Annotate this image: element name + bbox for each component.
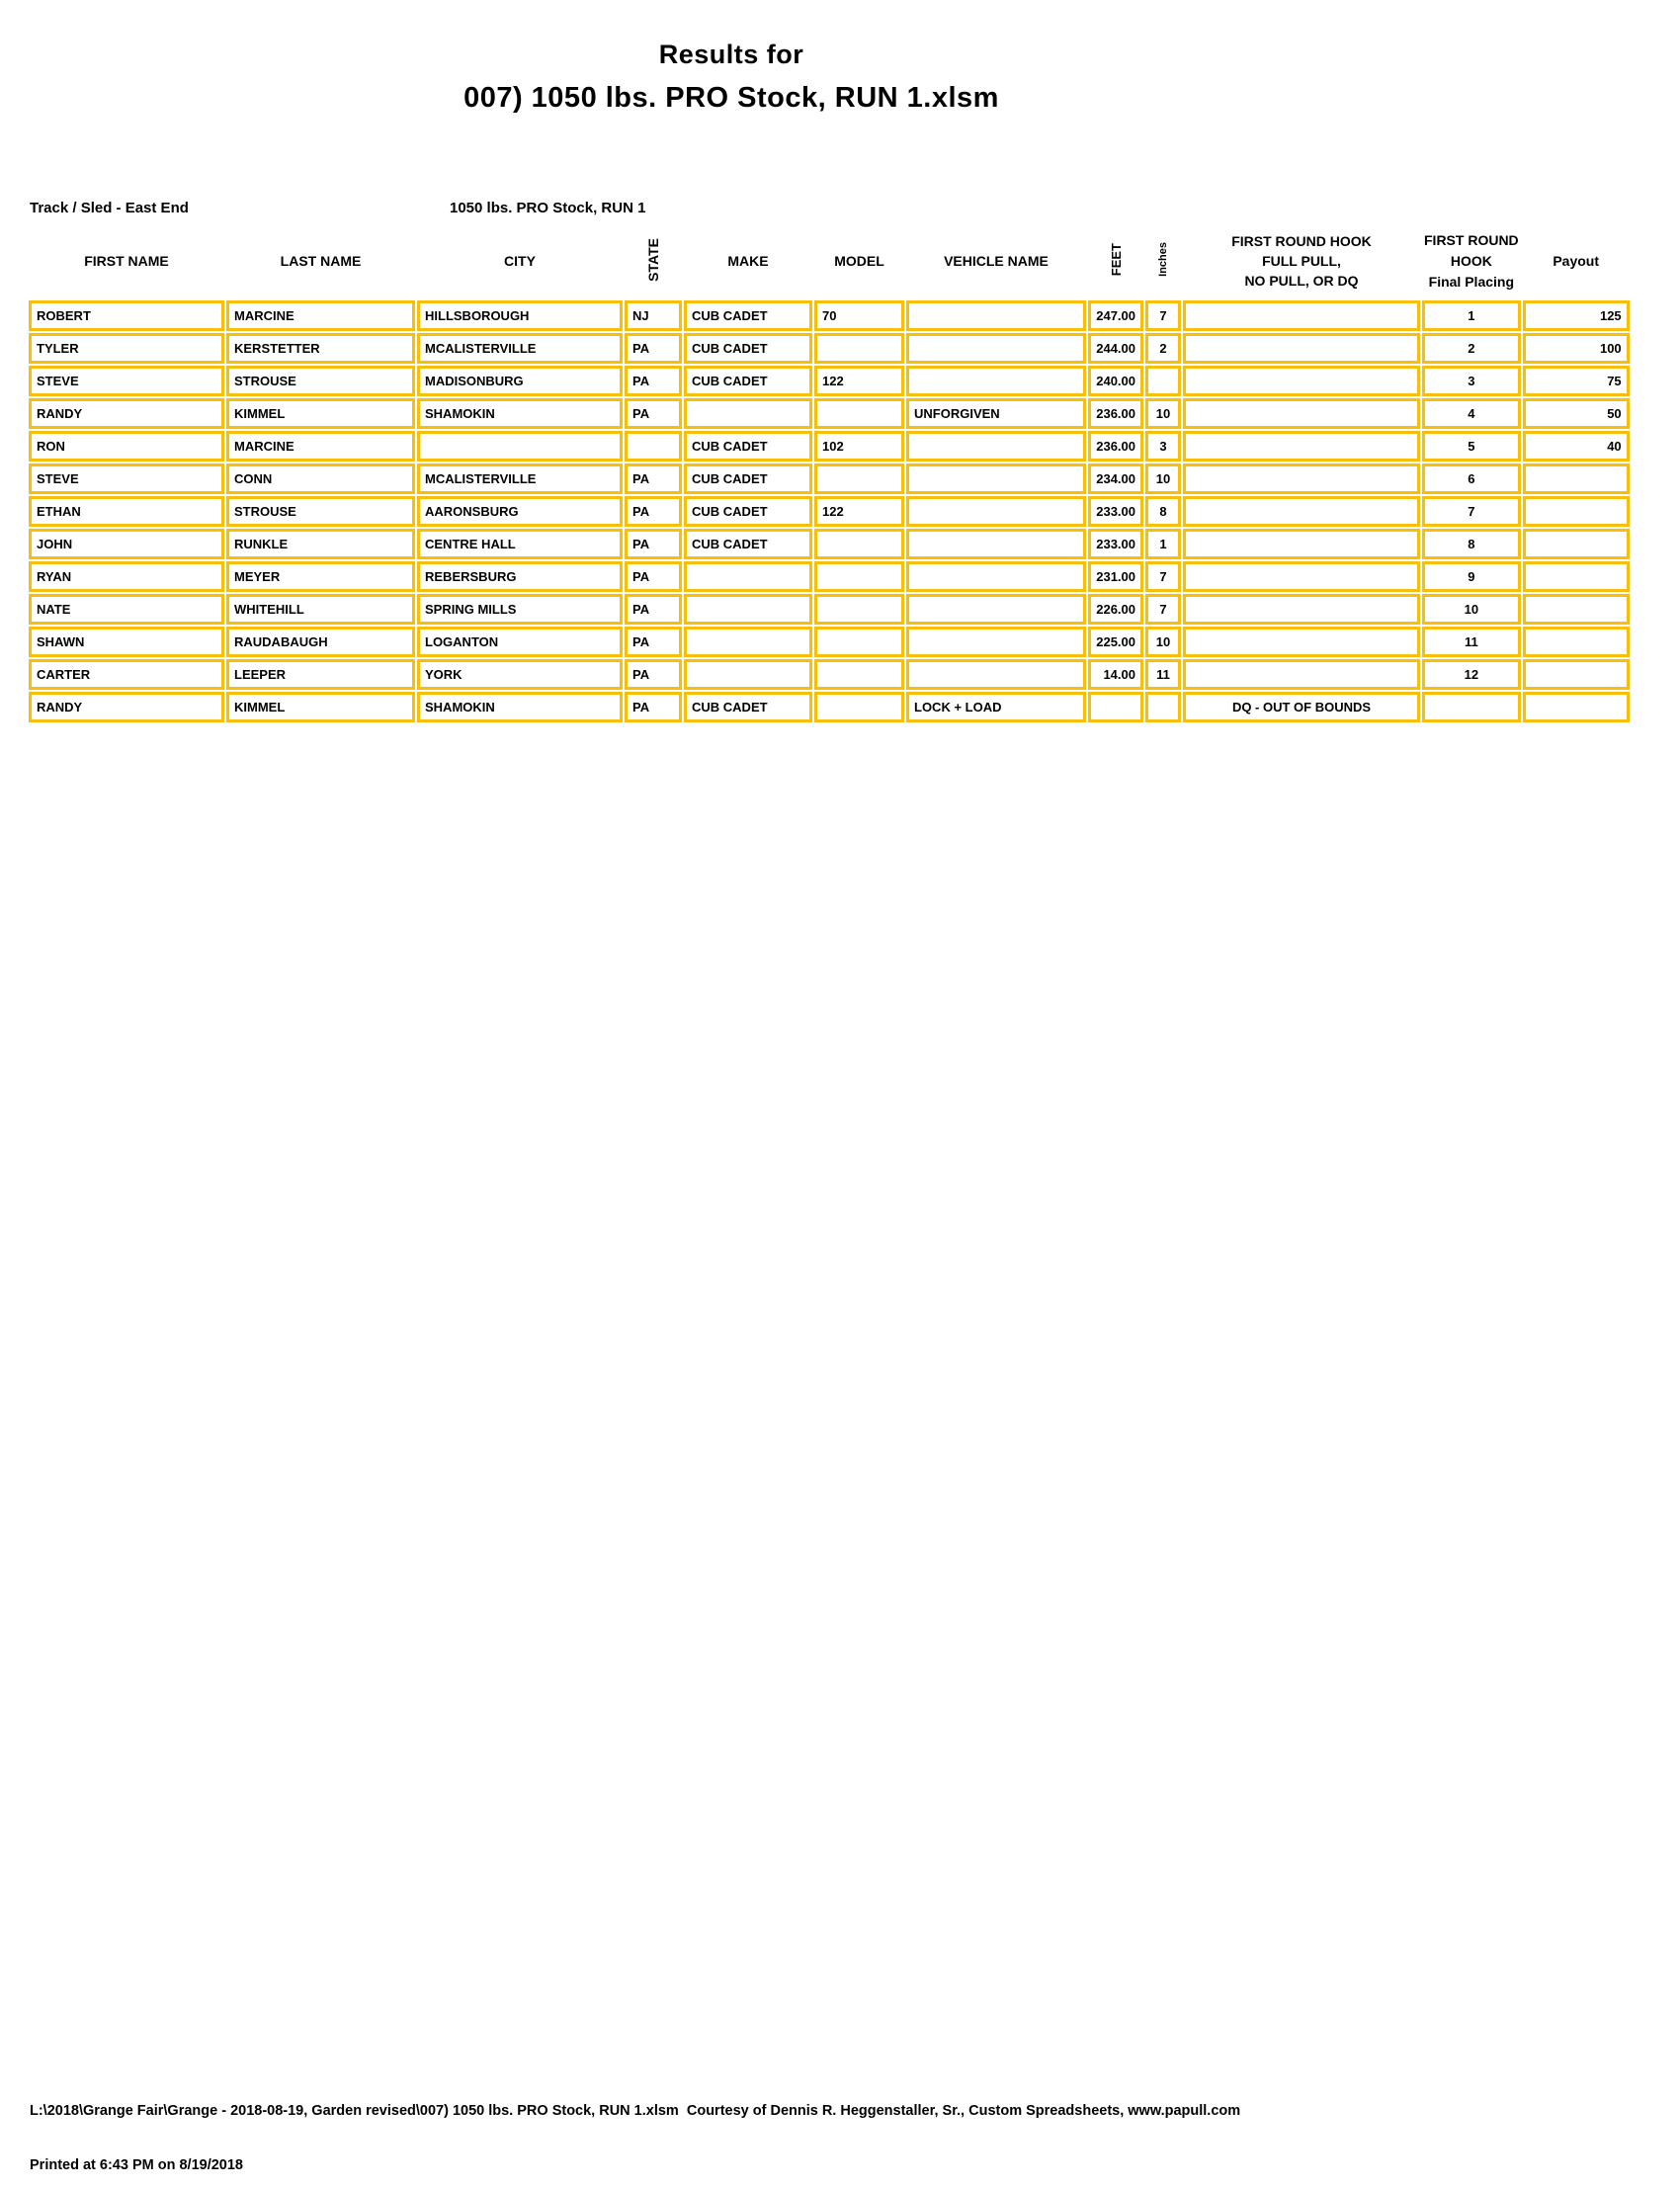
cell-state: PA [625, 463, 682, 494]
cell-city: SPRING MILLS [417, 594, 623, 625]
cell-city: SHAMOKIN [417, 398, 623, 429]
cell-last-name: LEEPER [226, 659, 415, 690]
cell-state: PA [625, 529, 682, 559]
table-row [29, 659, 1630, 690]
page-footer [30, 2071, 1240, 2189]
cell-hook-result [1183, 333, 1420, 364]
cell-vehicle-name [906, 594, 1086, 625]
cell-placing: 3 [1422, 366, 1521, 396]
cell-first-name: ETHAN [29, 496, 224, 527]
table-row [29, 496, 1630, 527]
cell-vehicle-name [906, 300, 1086, 331]
cell-placing: 4 [1422, 398, 1521, 429]
cell-hook-result [1183, 398, 1420, 429]
cell-make: CUB CADET [684, 366, 812, 396]
cell-first-name: RANDY [29, 692, 224, 722]
cell-hook-result [1183, 300, 1420, 331]
cell-feet: 244.00 [1088, 333, 1143, 364]
cell-inches: 2 [1145, 333, 1181, 364]
class-run-label: 1050 lbs. PRO Stock, RUN 1 [450, 200, 646, 216]
cell-placing: 12 [1422, 659, 1521, 690]
cell-payout: 40 [1523, 431, 1630, 462]
table-row [29, 300, 1630, 331]
cell-feet: 233.00 [1088, 496, 1143, 527]
cell-first-name: NATE [29, 594, 224, 625]
cell-make: CUB CADET [684, 463, 812, 494]
cell-make: CUB CADET [684, 496, 812, 527]
cell-inches: 7 [1145, 561, 1181, 592]
cell-hook-result [1183, 561, 1420, 592]
cell-vehicle-name [906, 431, 1086, 462]
cell-payout [1523, 496, 1630, 527]
cell-inches [1145, 366, 1181, 396]
header-last-name: LAST NAME [280, 253, 362, 269]
header-final-placing: FIRST ROUND HOOK Final Placing [1424, 231, 1519, 290]
cell-city: LOGANTON [417, 627, 623, 657]
cell-model [814, 627, 904, 657]
cell-inches: 7 [1145, 300, 1181, 331]
cell-placing: 8 [1422, 529, 1521, 559]
table-row [29, 594, 1630, 625]
cell-payout [1523, 561, 1630, 592]
table-row [29, 431, 1630, 462]
cell-vehicle-name [906, 561, 1086, 592]
cell-hook-result [1183, 496, 1420, 527]
cell-city: REBERSBURG [417, 561, 623, 592]
cell-model: 122 [814, 496, 904, 527]
cell-vehicle-name [906, 463, 1086, 494]
header-city: CITY [504, 253, 536, 269]
cell-vehicle-name: LOCK + LOAD [906, 692, 1086, 722]
cell-state: NJ [625, 300, 682, 331]
cell-vehicle-name [906, 366, 1086, 396]
cell-first-name: RON [29, 431, 224, 462]
cell-feet: 14.00 [1088, 659, 1143, 690]
header-vehicle-name: VEHICLE NAME [944, 253, 1049, 269]
cell-state: PA [625, 398, 682, 429]
cell-city: HILLSBOROUGH [417, 300, 623, 331]
cell-feet: 231.00 [1088, 561, 1143, 592]
cell-hook-result: DQ - OUT OF BOUNDS [1183, 692, 1420, 722]
cell-inches: 10 [1145, 398, 1181, 429]
header-feet: FEET [1108, 242, 1124, 277]
cell-payout: 50 [1523, 398, 1630, 429]
cell-payout [1523, 529, 1630, 559]
cell-payout: 125 [1523, 300, 1630, 331]
cell-hook-result [1183, 594, 1420, 625]
cell-first-name: JOHN [29, 529, 224, 559]
cell-payout: 75 [1523, 366, 1630, 396]
cell-last-name: MARCINE [226, 431, 415, 462]
footer-path-line: L:\2018\Grange Fair\Grange - 2018-08-19, Garden revised\007) 1050 lbs. PRO Stock, RUN 1.xlsm Courtesy of Dennis R. Heggenstaller, Sr., Custom Spreadsheets, www.papull.com [30, 2103, 1241, 2119]
cell-first-name: RYAN [29, 561, 224, 592]
cell-payout [1523, 659, 1630, 690]
cell-vehicle-name [906, 627, 1086, 657]
cell-feet: 240.00 [1088, 366, 1143, 396]
cell-inches: 8 [1145, 496, 1181, 527]
cell-city: MADISONBURG [417, 366, 623, 396]
cell-placing [1422, 692, 1521, 722]
cell-make: CUB CADET [684, 300, 812, 331]
cell-placing: 9 [1422, 561, 1521, 592]
cell-inches: 1 [1145, 529, 1181, 559]
cell-payout: 100 [1523, 333, 1630, 364]
cell-placing: 2 [1422, 333, 1521, 364]
cell-make [684, 594, 812, 625]
cell-make [684, 627, 812, 657]
table-row [29, 561, 1630, 592]
cell-first-name: TYLER [29, 333, 224, 364]
cell-inches: 10 [1145, 627, 1181, 657]
report-title-line2: 007) 1050 lbs. PRO Stock, RUN 1.xlsm [463, 82, 999, 114]
cell-last-name: WHITEHILL [226, 594, 415, 625]
cell-city: CENTRE HALL [417, 529, 623, 559]
table-row [29, 398, 1630, 429]
cell-city: SHAMOKIN [417, 692, 623, 722]
footer-printed-line: Printed at 6:43 PM on 8/19/2018 [30, 2157, 243, 2173]
header-state: STATE [645, 237, 661, 282]
cell-placing: 6 [1422, 463, 1521, 494]
header-row [29, 223, 1630, 298]
cell-first-name: STEVE [29, 366, 224, 396]
cell-make: CUB CADET [684, 692, 812, 722]
cell-hook-result [1183, 659, 1420, 690]
cell-model [814, 463, 904, 494]
cell-state: PA [625, 594, 682, 625]
results-tbody [29, 300, 1630, 722]
table-row [29, 692, 1630, 722]
cell-model [814, 692, 904, 722]
cell-hook-result [1183, 529, 1420, 559]
header-inches: Inches [1156, 242, 1169, 277]
cell-feet: 247.00 [1088, 300, 1143, 331]
cell-first-name: STEVE [29, 463, 224, 494]
cell-vehicle-name [906, 529, 1086, 559]
cell-feet: 233.00 [1088, 529, 1143, 559]
cell-placing: 10 [1422, 594, 1521, 625]
cell-city [417, 431, 623, 462]
cell-feet: 234.00 [1088, 463, 1143, 494]
results-table [27, 221, 1632, 724]
cell-model [814, 529, 904, 559]
cell-inches: 3 [1145, 431, 1181, 462]
report-title-line1: Results for [658, 40, 804, 69]
cell-first-name: SHAWN [29, 627, 224, 657]
header-model: MODEL [834, 253, 884, 269]
cell-model [814, 659, 904, 690]
table-row [29, 463, 1630, 494]
cell-first-name: CARTER [29, 659, 224, 690]
cell-state: PA [625, 692, 682, 722]
cell-first-name: RANDY [29, 398, 224, 429]
cell-placing: 11 [1422, 627, 1521, 657]
cell-last-name: RAUDABAUGH [226, 627, 415, 657]
table-row [29, 366, 1630, 396]
cell-feet [1088, 692, 1143, 722]
cell-last-name: STROUSE [226, 366, 415, 396]
cell-model: 70 [814, 300, 904, 331]
cell-placing: 5 [1422, 431, 1521, 462]
cell-make: CUB CADET [684, 431, 812, 462]
cell-state: PA [625, 659, 682, 690]
header-make: MAKE [727, 253, 769, 269]
cell-vehicle-name [906, 659, 1086, 690]
cell-feet: 226.00 [1088, 594, 1143, 625]
cell-last-name: CONN [226, 463, 415, 494]
cell-last-name: KIMMEL [226, 398, 415, 429]
cell-placing: 7 [1422, 496, 1521, 527]
cell-vehicle-name: UNFORGIVEN [906, 398, 1086, 429]
cell-last-name: MARCINE [226, 300, 415, 331]
cell-state: PA [625, 627, 682, 657]
cell-city: MCALISTERVILLE [417, 463, 623, 494]
cell-inches: 10 [1145, 463, 1181, 494]
cell-state: PA [625, 561, 682, 592]
cell-make [684, 561, 812, 592]
cell-hook-result [1183, 366, 1420, 396]
cell-last-name: KIMMEL [226, 692, 415, 722]
cell-payout [1523, 692, 1630, 722]
header-first-name: FIRST NAME [84, 253, 169, 269]
header-payout: Payout [1553, 253, 1600, 269]
cell-hook-result [1183, 431, 1420, 462]
cell-vehicle-name [906, 333, 1086, 364]
cell-inches: 11 [1145, 659, 1181, 690]
table-row [29, 529, 1630, 559]
cell-state: PA [625, 333, 682, 364]
cell-model [814, 398, 904, 429]
cell-model [814, 333, 904, 364]
cell-state: PA [625, 366, 682, 396]
cell-state: PA [625, 496, 682, 527]
header-hook-result: FIRST ROUND HOOK FULL PULL, NO PULL, OR DQ [1231, 232, 1372, 290]
cell-inches [1145, 692, 1181, 722]
cell-make [684, 398, 812, 429]
cell-feet: 236.00 [1088, 431, 1143, 462]
cell-model: 102 [814, 431, 904, 462]
cell-vehicle-name [906, 496, 1086, 527]
cell-last-name: RUNKLE [226, 529, 415, 559]
cell-payout [1523, 627, 1630, 657]
table-row [29, 333, 1630, 364]
cell-feet: 225.00 [1088, 627, 1143, 657]
cell-make: CUB CADET [684, 529, 812, 559]
cell-placing: 1 [1422, 300, 1521, 331]
cell-last-name: MEYER [226, 561, 415, 592]
cell-hook-result [1183, 463, 1420, 494]
cell-model [814, 561, 904, 592]
cell-hook-result [1183, 627, 1420, 657]
cell-payout [1523, 463, 1630, 494]
report-title [0, 40, 1463, 115]
cell-feet: 236.00 [1088, 398, 1143, 429]
table-row [29, 627, 1630, 657]
cell-city: MCALISTERVILLE [417, 333, 623, 364]
cell-make [684, 659, 812, 690]
cell-model [814, 594, 904, 625]
cell-first-name: ROBERT [29, 300, 224, 331]
cell-model: 122 [814, 366, 904, 396]
cell-payout [1523, 594, 1630, 625]
cell-city: AARONSBURG [417, 496, 623, 527]
cell-inches: 7 [1145, 594, 1181, 625]
cell-state [625, 431, 682, 462]
cell-last-name: STROUSE [226, 496, 415, 527]
track-sled-label: Track / Sled - East End [30, 200, 189, 216]
cell-make: CUB CADET [684, 333, 812, 364]
cell-last-name: KERSTETTER [226, 333, 415, 364]
cell-city: YORK [417, 659, 623, 690]
